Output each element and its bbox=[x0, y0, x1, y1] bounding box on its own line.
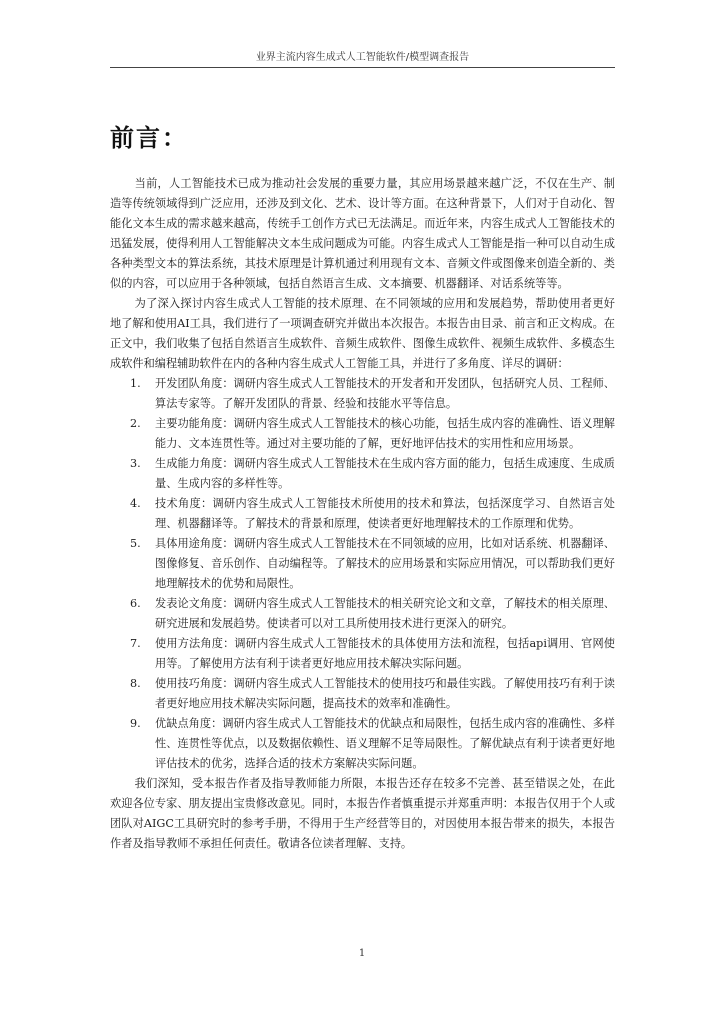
list-item bbox=[110, 634, 615, 674]
research-angle-list bbox=[110, 374, 615, 774]
list-item bbox=[110, 674, 615, 714]
list-item bbox=[110, 714, 615, 774]
list-item-text: 优缺点角度：调研内容生成式人工智能技术的优缺点和局限性，包括生成内容的准确性、多样性、连贯性等优点，以及数据依赖性、语义理解不足等局限性。了解优缺点有利于读者更好地评估技术的优劣，选择合适的技术方案解决实际问题。 bbox=[155, 717, 615, 770]
list-item bbox=[110, 494, 615, 534]
running-header: 业界主流内容生成式人工智能软件/模型调查报告 bbox=[110, 48, 615, 68]
page-number: 1 bbox=[358, 948, 366, 959]
list-item bbox=[110, 594, 615, 634]
list-item-number: 1. bbox=[130, 377, 141, 390]
list-item-text: 生成能力角度：调研内容生成式人工智能技术在生成内容方面的能力，包括生成速度、生成质量、生成内容的多样性等。 bbox=[155, 457, 615, 490]
list-item-number: 5. bbox=[130, 537, 141, 550]
list-item-text: 技术角度：调研内容生成式人工智能技术所使用的技术和算法，包括深度学习、自然语言处理、机器翻译等。了解技术的背景和原理，使读者更好地理解技术的工作原理和优势。 bbox=[155, 497, 615, 530]
list-item-text: 开发团队角度：调研内容生成式人工智能技术的开发者和开发团队，包括研究人员、工程师、算法专家等。了解开发团队的背景、经验和技能水平等信息。 bbox=[155, 377, 615, 410]
list-item-number: 2. bbox=[130, 417, 141, 430]
list-item bbox=[110, 374, 615, 414]
section-heading: 前言： bbox=[110, 124, 188, 152]
list-item-text: 使用方法角度：调研内容生成式人工智能技术的具体使用方法和流程，包括api调用、官网使用等。了解使用方法有利于读者更好地应用技术解决实际问题。 bbox=[155, 637, 615, 670]
list-item-text: 具体用途角度：调研内容生成式人工智能技术在不同领域的应用，比如对话系统、机器翻译、图像修复、音乐创作、自动编程等。了解技术的应用场景和实际应用情况，可以帮助我们更好地理解技术的优势和局限性。 bbox=[155, 537, 615, 590]
list-item bbox=[110, 414, 615, 454]
list-item-number: 8. bbox=[130, 677, 141, 690]
purpose-paragraph: 为了深入探讨内容生成式人工智能的技术原理、在不同领域的应用和发展趋势，帮助使用者更好地了解和使用AI工具，我们进行了一项调查研究并做出本次报告。本报告由目录、前言和正文构成。在正文中，我们收集了包括自然语言生成软件、音频生成软件、图像生成软件、视频生成软件、多模态生成软件和编程辅助软件在内的各种内容生成式人工智能工具，并进行了多角度、详尽的调研： bbox=[110, 297, 615, 370]
list-item-text: 发表论文角度：调研内容生成式人工智能技术的相关研究论文和文章，了解技术的相关原理、研究进展和发展趋势。使读者可以对工具所使用技术进行更深入的研究。 bbox=[155, 597, 615, 630]
list-item-number: 7. bbox=[130, 637, 141, 650]
list-item-number: 6. bbox=[130, 597, 141, 610]
list-item-number: 3. bbox=[130, 457, 141, 470]
document-body bbox=[110, 174, 615, 854]
list-item-text: 主要功能角度：调研内容生成式人工智能技术的核心功能，包括生成内容的准确性、语义理解能力、文本连贯性等。通过对主要功能的了解，更好地评估技术的实用性和应用场景。 bbox=[155, 417, 615, 450]
list-item-number: 9. bbox=[130, 717, 141, 730]
list-item-number: 4. bbox=[130, 497, 141, 510]
list-item bbox=[110, 534, 615, 594]
list-item-text: 使用技巧角度：调研内容生成式人工智能技术的使用技巧和最佳实践。了解使用技巧有利于读者更好地应用技术解决实际问题，提高技术的效率和准确性。 bbox=[155, 677, 615, 710]
intro-paragraph: 当前，人工智能技术已成为推动社会发展的重要力量，其应用场景越来越广泛，不仅在生产、制造等传统领域得到广泛应用，还涉及到文化、艺术、设计等方面。在这种背景下，人们对于自动化、智能化文本生成的需求越来越高，传统手工创作方式已无法满足。而近年来，内容生成式人工智能技术的迅猛发展，使得利用人工智能解决文本生成问题成为可能。内容生成式人工智能是指一种可以自动生成各种类型文本的算法系统，其技术原理是计算机通过利用现有文本、音频文件或图像来创造全新的、类似的内容，可以应用于各种领域，包括自然语言生成、文本摘要、机器翻译、对话系统等等。 bbox=[110, 177, 615, 290]
list-item bbox=[110, 454, 615, 494]
disclaimer-paragraph: 我们深知，受本报告作者及指导教师能力所限，本报告还存在较多不完善、甚至错误之处，在此欢迎各位专家、朋友提出宝贵修改意见。同时，本报告作者慎重提示并郑重声明：本报告仅用于个人或团队对AIGC工具研究时的参考手册，不得用于生产经营等目的，对因使用本报告带来的损失，本报告作者及指导教师不承担任何责任。敬请各位读者理解、支持。 bbox=[110, 777, 615, 850]
